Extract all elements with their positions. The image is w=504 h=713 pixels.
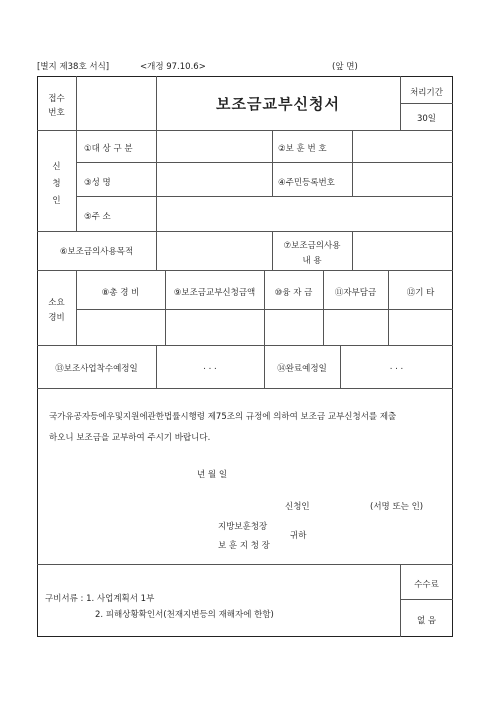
self-burden-field[interactable] (324, 310, 387, 344)
fee-value: 없 음 (416, 616, 437, 626)
loan-field[interactable] (265, 310, 322, 344)
target-category-field[interactable] (157, 131, 271, 161)
other-label: ⑫기 타 (406, 288, 435, 298)
address-label: ⑤주 소 (84, 212, 111, 222)
grant-amount-label: ⑨보조금교부신청금액 (173, 288, 256, 298)
signature-note: (서명 또는 인) (370, 502, 424, 512)
grant-amount-field[interactable] (166, 310, 263, 344)
fee-label: 수수료 (414, 580, 439, 590)
statement-text: 국가유공자등에우및지원에관한법률시행령 제75조의 규정에 의하여 보조금 교부신청서를 제출 (49, 412, 397, 422)
date-line: 년 월 일 (197, 470, 228, 480)
self-burden-label: ⑪자부담금 (334, 288, 377, 298)
recipient-1: 지방보훈청장 (218, 522, 268, 532)
recipient-2: 보 훈 지 청 장 (218, 541, 270, 551)
recipient-suffix: 귀하 (290, 531, 307, 541)
loan-label: ⑩융 자 금 (274, 288, 313, 298)
usage-content-label-2: 내 용 (302, 256, 322, 266)
expense-label: 소요 (48, 298, 65, 308)
usage-content-field[interactable] (353, 232, 452, 269)
target-category-label: ①대 상 구 분 (84, 144, 133, 154)
applicant-char-3: 인 (52, 196, 61, 206)
name-label: ③성 명 (84, 178, 111, 188)
applicant-char-1: 신 (52, 162, 61, 172)
revision-date: <개정 97.10.6> (140, 62, 206, 72)
form-title: 보조금교부신청서 (216, 95, 340, 113)
usage-content-label: ⑦보조금의사용 (283, 241, 341, 251)
rrn-label: ④주민등록번호 (278, 178, 335, 188)
end-date-label: ⑭완료예정일 (277, 364, 327, 374)
start-date-field[interactable]: . . . (203, 362, 217, 372)
required-docs-label: 구비서류 : 1. 사업계획서 1부 (45, 594, 155, 604)
name-field[interactable] (157, 163, 271, 195)
page-side-label: (앞 면) (332, 62, 358, 72)
form-number: [별지 제38호 서식] (37, 62, 110, 72)
purpose-field[interactable] (157, 232, 271, 269)
purpose-label: ⑥보조금의사용목적 (59, 247, 134, 257)
start-date-label: ⑬보조사업착수예정일 (55, 364, 138, 374)
required-doc-item-2: 2. 피해상황확인서(천재지변등의 재해자에 한함) (95, 610, 274, 620)
applicant-signature-label: 신청인 (285, 502, 310, 512)
merit-number-label: ②보 훈 번 호 (278, 144, 327, 154)
expense-label-2: 경비 (48, 313, 65, 323)
other-field[interactable] (389, 310, 452, 344)
address-field[interactable] (157, 197, 452, 230)
merit-number-field[interactable] (353, 131, 452, 161)
statement-text-2: 하오니 보조금을 교부하여 주시기 바랍니다. (49, 433, 211, 443)
total-cost-field[interactable] (77, 310, 164, 344)
applicant-char-2: 청 (52, 179, 61, 189)
rrn-field[interactable] (353, 163, 452, 195)
total-cost-label: ⑧총 경 비 (101, 288, 140, 298)
end-date-field[interactable]: . . . (389, 362, 404, 372)
processing-period-label: 처리기간 (410, 88, 443, 98)
receipt-label: 접수 (48, 94, 65, 104)
receipt-label-2: 번호 (48, 108, 65, 118)
processing-period-value: 30일 (416, 114, 437, 124)
